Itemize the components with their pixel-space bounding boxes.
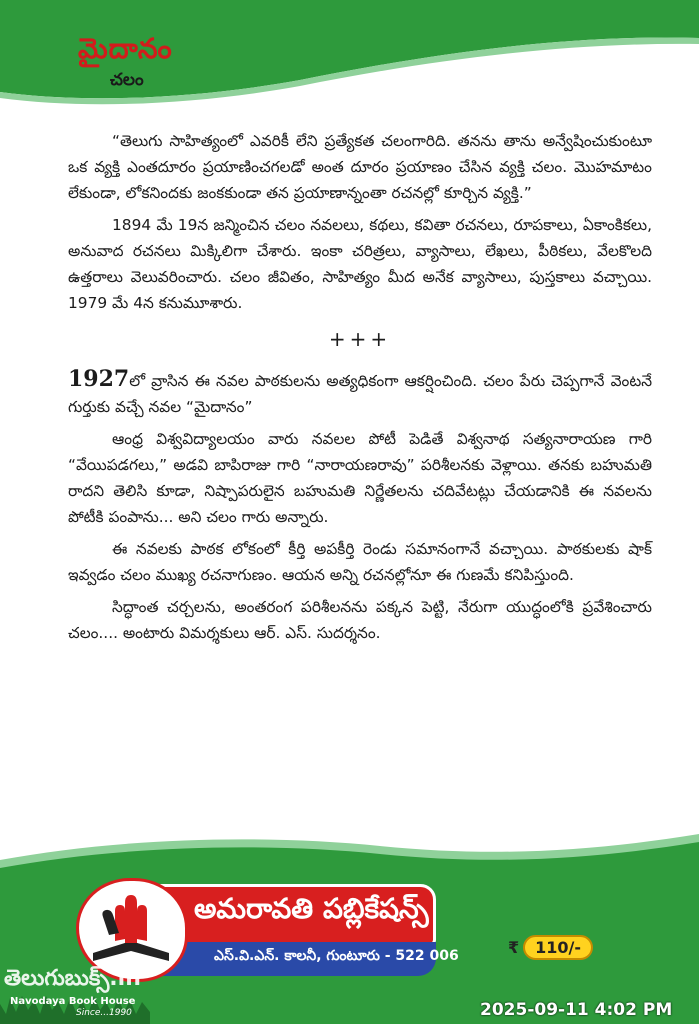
rupee-symbol: ₹ [508,938,520,957]
paragraph-reception: ఈ నవలకు పాఠక లోకంలో కీర్తి అపకీర్తి రెండు సమానంగానే వచ్చాయి. పాఠకులకు షాక్ ఇవ్వడం చలం ముఖ్య రచనాగుణం. ఆయన అన్ని రచనల్లోనూ ఈ గుణమే కనిపిస్తుంది. [68,540,652,584]
publisher-address: ఎస్.వి.ఎన్. కాలనీ, గుంటూరు - 522 006 [214,948,459,964]
section-separator: +++ [328,327,392,351]
paragraph-quote: “తెలుగు సాహిత్యంలో ఎవరికీ లేని ప్రత్యేకత చలంగారిది. తనను తాను అన్వేషించుకుంటూ ఒక వ్యక్తి ఎంతదూరం ప్రయాణించగలడో అంత దూరం ప్రయాణం చేసిన వ్యక్తి చలం. మొహమాటం లేకుండా, లోకనిందకు జంకకుండా తన ప్రయాణాన్నంతా రచనల్లో కూర్చిన వ్యక్తి.” [68,132,652,202]
publisher-name: అమరావతి పబ్లికేషన్స్ [194,892,429,925]
watermark-shop: Navodaya Book House [10,996,136,1007]
paragraph-biography: 1894 మే 19న జన్మించిన చలం నవలలు, కథలు, కవితా రచనలు, రూపకాలు, ఏకాంకికలు, అనువాద రచనలు మిక్కిలిగా చేశారు. ఇంకా చరిత్రలు, వ్యాసాలు, లేఖలు, పీఠికలు, వేలకొలది ఉత్తరాలు వెలువరించారు. చలం జీవితం, సాహిత్యం మీద అనేక వ్యాసాలు, పుస్తకాలు వచ్చాయి. 1979 మే 4న కనుమూశారు. [68,216,652,312]
watermark-since: Since...1990 [76,1008,132,1018]
price-tag [508,935,593,960]
paragraph-competition: ఆంధ్ర విశ్వవిద్యాలయం వారు నవలల పోటీ పెడితే విశ్వనాథ సత్యనారాయణ గారి “వేయిపడగలు,” అడవి బాపిరాజు గారి “నారాయణరావు” పరిశీలనకు వెళ్లాయి. తనకు బహుమతి రాదని తెలిసి కూడా, నిష్పాపరులైన బహుమతి నిర్ణేతలను చదివేటట్లు చేయడానికి ఈ నవలను పోటీకి పంపాను... అని చలం గారు అన్నారు. [68,430,652,526]
blurb-text [68,128,652,652]
paragraph-critic: సిద్ధాంత చర్చలను, అంతరంగ పరిశీలనను పక్కన పెట్టి, నేరుగా యుద్ధంలోకి ప్రవేశించారు చలం.... అంటారు విమర్శకులు ఆర్. ఎస్. సుదర్శనం. [68,598,652,642]
paragraph-novel-intro-text: లో వ్రాసిన ఈ నవల పాఠకులను అత్యధికంగా ఆకర్షించింది. చలం పేరు చెప్పగానే వెంటనే గుర్తుకు వచ్చే నవల “మైదానం” [68,372,652,416]
year-number: 1927 [68,366,130,392]
title-block [78,32,173,90]
book-title: మైదానం [78,32,173,65]
photo-timestamp: 2025-09-11 4:02 PM [480,1000,673,1020]
author-name: చలం [110,70,144,90]
paragraph-novel-intro [68,366,652,420]
watermark-site: తెలుగుబుక్స్.in [4,966,141,991]
price-value: 110/- [523,935,593,960]
